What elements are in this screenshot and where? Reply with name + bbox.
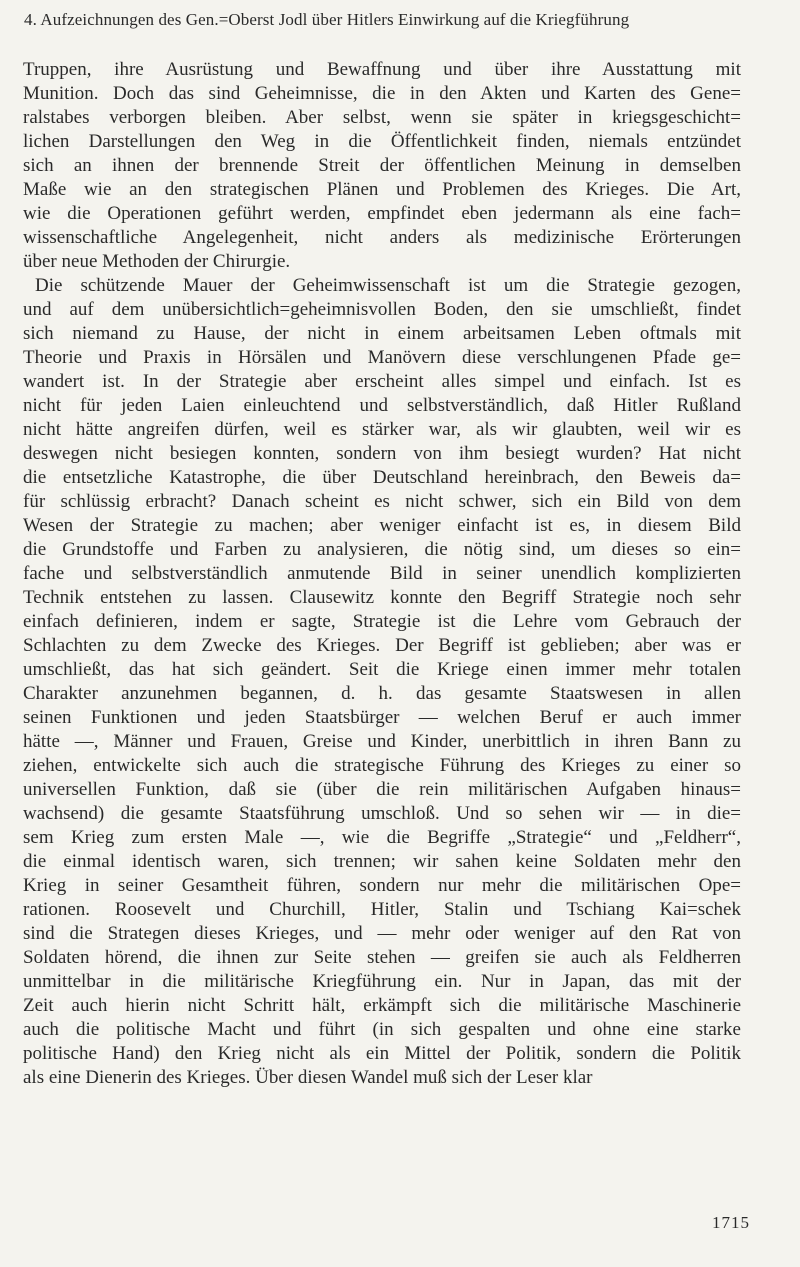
text-line: Soldaten hörend, die ihnen zur Seite stehen — greifen sie auch als Feldherren bbox=[23, 947, 741, 968]
text-line: auch die politische Macht und führt (in sich gespalten und ohne eine starke bbox=[23, 1019, 741, 1040]
text-line: fache und selbstverständlich anmutende Bild in seiner unendlich komplizierten bbox=[23, 563, 741, 584]
text-line: Krieg in seiner Gesamtheit führen, sondern nur mehr die militärischen Ope= bbox=[23, 875, 741, 896]
text-line: sind die Strategen dieses Krieges, und — mehr oder weniger auf den Rat von bbox=[23, 923, 741, 944]
text-line: Wesen der Strategie zu machen; aber weniger einfacht ist es, in diesem Bild bbox=[23, 515, 741, 536]
text-line: deswegen nicht besiegen konnten, sondern von ihm besiegt wurden? Hat nicht bbox=[23, 443, 741, 464]
text-line: sem Krieg zum ersten Male —, wie die Begriffe „Strategie“ und „Feldherr“, bbox=[23, 827, 741, 848]
text-line: wissenschaftliche Angelegenheit, nicht anders als medizinische Erörterungen bbox=[23, 227, 741, 248]
text-line: sich an ihnen der brennende Streit der öffentlichen Meinung in demselben bbox=[23, 155, 741, 176]
text-line: für schlüssig erbracht? Danach scheint es nicht schwer, sich ein Bild von dem bbox=[23, 491, 741, 512]
text-line: nicht hätte angreifen dürfen, weil es stärker war, als wir glaubten, weil wir es bbox=[23, 419, 741, 440]
text-line: lichen Darstellungen den Weg in die Öffentlichkeit finden, niemals entzündet bbox=[23, 131, 741, 152]
text-line: als eine Dienerin des Krieges. Über diesen Wandel muß sich der Leser klar bbox=[23, 1067, 593, 1088]
text-line: Munition. Doch das sind Geheimnisse, die in den Akten und Karten des Gene= bbox=[23, 83, 741, 104]
text-line: nicht für jeden Laien einleuchtend und selbstverständlich, daß Hitler Rußland bbox=[23, 395, 741, 416]
text-line: Technik entstehen zu lassen. Clausewitz konnte den Begriff Strategie noch sehr bbox=[23, 587, 741, 608]
text-line: ziehen, entwickelte sich auch die strategische Führung des Krieges zu einer so bbox=[23, 755, 741, 776]
page-number: 1715 bbox=[712, 1213, 750, 1232]
text-line: Zeit auch hierin nicht Schritt hält, erkämpft sich die militärische Maschinerie bbox=[23, 995, 741, 1016]
text-line: umschließt, das hat sich geändert. Seit die Kriege einen immer mehr totalen bbox=[23, 659, 741, 680]
text-line: Maße wie an den strategischen Plänen und Problemen des Krieges. Die Art, bbox=[23, 179, 741, 200]
text-line: die Grundstoffe und Farben zu analysieren, die nötig sind, um dieses so ein= bbox=[23, 539, 741, 560]
text-line: über neue Methoden der Chirurgie. bbox=[23, 251, 291, 272]
text-line: unmittelbar in die militärische Kriegführung ein. Nur in Japan, das mit der bbox=[23, 971, 741, 992]
text-line: seinen Funktionen und jeden Staatsbürger — welchen Beruf er auch immer bbox=[23, 707, 741, 728]
body-text bbox=[23, 58, 741, 1090]
paragraph-1 bbox=[23, 58, 741, 274]
paragraph-2 bbox=[23, 274, 741, 1090]
text-line: einfach definieren, indem er sagte, Strategie ist die Lehre vom Gebrauch der bbox=[23, 611, 741, 632]
text-line: die entsetzliche Katastrophe, die über Deutschland hereinbrach, den Beweis da= bbox=[23, 467, 741, 488]
text-line: und auf dem unübersichtlich=geheimnisvollen Boden, den sie umschließt, findet bbox=[23, 299, 741, 320]
text-line: Charakter anzunehmen begannen, d. h. das gesamte Staatswesen in allen bbox=[23, 683, 741, 704]
text-line: rationen. Roosevelt und Churchill, Hitler, Stalin und Tschiang Kai=schek bbox=[23, 899, 741, 920]
text-line: hätte —, Männer und Frauen, Greise und Kinder, unerbittlich in ihren Bann zu bbox=[23, 731, 741, 752]
text-line: wandert ist. In der Strategie aber erscheint alles simpel und einfach. Ist es bbox=[23, 371, 741, 392]
text-line: politische Hand) den Krieg nicht als ein Mittel der Politik, sondern die Politik bbox=[23, 1043, 741, 1064]
running-head: 4. Aufzeichnungen des Gen.=Oberst Jodl über Hitlers Einwirkung auf die Kriegführung bbox=[24, 10, 630, 29]
text-line: Truppen, ihre Ausrüstung und Bewaffnung und über ihre Ausstattung mit bbox=[23, 59, 741, 80]
text-line: Die schützende Mauer der Geheimwissenschaft ist um die Strategie gezogen, bbox=[35, 275, 741, 296]
text-line: wie die Operationen geführt werden, empfindet eben jedermann als eine fach= bbox=[23, 203, 741, 224]
text-line: Schlachten zu dem Zwecke des Krieges. Der Begriff ist geblieben; aber was er bbox=[23, 635, 741, 656]
text-line: ralstabes verborgen bleiben. Aber selbst, wenn sie später in kriegsgeschicht= bbox=[23, 107, 741, 128]
text-line: universellen Funktion, daß sie (über die rein militärischen Aufgaben hinaus= bbox=[23, 779, 741, 800]
text-line: wachsend) die gesamte Staatsführung umschloß. Und so sehen wir — in die= bbox=[23, 803, 741, 824]
text-line: die einmal identisch waren, sich trennen; wir sahen keine Soldaten mehr den bbox=[23, 851, 741, 872]
text-line: sich niemand zu Hause, der nicht in einem arbeitsamen Leben oftmals mit bbox=[23, 323, 741, 344]
text-line: Theorie und Praxis in Hörsälen und Manövern diese verschlungenen Pfade ge= bbox=[23, 347, 741, 368]
